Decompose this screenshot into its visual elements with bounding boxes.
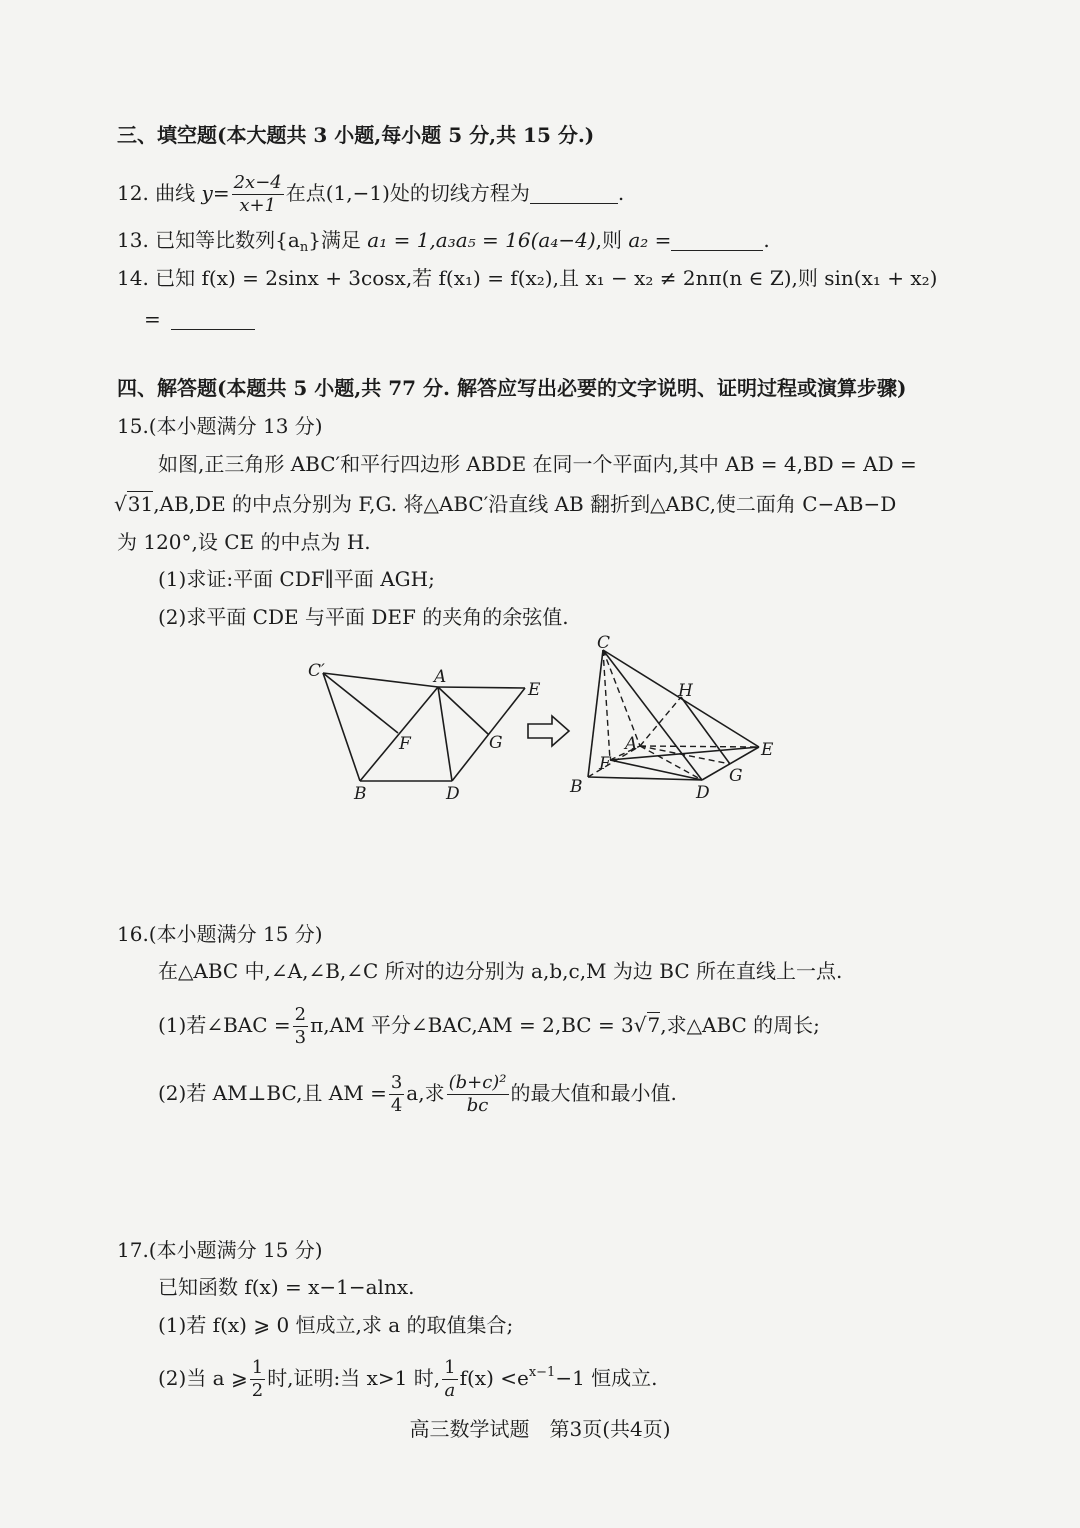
fig1-label-d: D bbox=[446, 784, 460, 804]
q17-p2-den: 2 bbox=[251, 1380, 264, 1401]
q17-p2-frac-num: 1 bbox=[444, 1357, 456, 1378]
q16-header: 16.(本小题满分 15 分) bbox=[117, 922, 323, 946]
q16-p1-num: 2 bbox=[294, 1004, 307, 1025]
q12-end: . bbox=[617, 181, 625, 205]
fig1-label-a: A bbox=[434, 667, 447, 687]
q17-p2-fraction-b bbox=[442, 1357, 457, 1402]
fig2-edge-b-d bbox=[588, 777, 702, 780]
q16-p2-den: 4 bbox=[390, 1095, 403, 1116]
q13-answer-blank[interactable] bbox=[671, 230, 763, 251]
q13-condition: a₁ = 1,a₃a₅ = 16(a₄−4) bbox=[367, 228, 596, 252]
fig1-label-f: F bbox=[399, 734, 411, 754]
q15-line2 bbox=[114, 490, 896, 518]
fig1-label-g: G bbox=[489, 733, 503, 753]
q13-seq-close: } bbox=[308, 228, 321, 252]
q16-p2-frac-num: (b+c)² bbox=[448, 1072, 507, 1093]
q16-p2-b: a,求 bbox=[406, 1081, 445, 1105]
q14-line2 bbox=[144, 305, 255, 333]
q17-p2-num: 1 bbox=[251, 1357, 264, 1378]
q16-line1: 在△ABC 中,∠A,∠B,∠C 所对的边分别为 a,b,c,M 为边 BC 所在直线上一点. bbox=[158, 959, 843, 983]
q12-pre: 曲线 bbox=[155, 181, 196, 205]
q12-fraction bbox=[232, 172, 284, 217]
q16-p2-fraction-b bbox=[447, 1072, 509, 1117]
q13-seq: {a bbox=[275, 228, 300, 252]
fig1-edge-a-g bbox=[438, 687, 488, 734]
q13-end: . bbox=[763, 228, 770, 252]
q12-answer-blank[interactable] bbox=[530, 183, 618, 204]
fig1-edge-c-b bbox=[323, 673, 360, 781]
fig2-dash-c-f bbox=[603, 650, 610, 760]
q17-p2-sup: x−1 bbox=[528, 1365, 556, 1380]
fig2-dash-a-d bbox=[640, 746, 702, 780]
q12-y: y bbox=[201, 181, 213, 205]
fig1-edge-a-d bbox=[438, 687, 452, 781]
q15-part2: (2)求平面 CDE 与平面 DEF 的夹角的余弦值. bbox=[158, 605, 569, 629]
fig2-label-b: B bbox=[570, 777, 583, 797]
fig2-edge-c-d bbox=[603, 650, 702, 780]
q17-line1: 已知函数 f(x) = x−1−alnx. bbox=[158, 1275, 415, 1299]
q15-figure-folded bbox=[566, 630, 786, 805]
q12-frac-num: 2x−4 bbox=[233, 172, 282, 193]
q16-p2-frac-den: bc bbox=[466, 1095, 489, 1116]
q14-eq: = bbox=[144, 307, 161, 331]
q16-p1-c: ,求△ABC 的周长; bbox=[660, 1013, 820, 1037]
q17-p2-c: f(x) <e bbox=[459, 1366, 529, 1390]
fig2-label-d: D bbox=[696, 783, 710, 803]
q15-sqrt-symbol: √ bbox=[114, 492, 127, 516]
q15-line1: 如图,正三角形 ABC′和平行四边形 ABDE 在同一个平面内,其中 AB = 4,BD = AD = bbox=[158, 452, 917, 476]
q14-answer-blank[interactable] bbox=[171, 309, 255, 330]
q12-frac-den: x+1 bbox=[239, 195, 277, 216]
q15-figure-flat bbox=[300, 648, 550, 808]
fig2-label-h: H bbox=[678, 681, 693, 701]
q17-part1: (1)若 f(x) ⩾ 0 恒成立,求 a 的取值集合; bbox=[158, 1313, 514, 1337]
q16-p1-den: 3 bbox=[294, 1027, 307, 1048]
q13-ask: a₂ = bbox=[628, 228, 672, 252]
fig2-label-g: G bbox=[729, 766, 743, 786]
q13-text-c: ,则 bbox=[595, 228, 622, 252]
q17-part2 bbox=[158, 1357, 658, 1402]
q12-post: 在点(1,−1)处的切线方程为 bbox=[285, 181, 530, 205]
q16-p1-b: π,AM 平分∠BAC,AM = 2,BC = 3 bbox=[310, 1013, 634, 1037]
q13-seq-sub: n bbox=[299, 240, 309, 255]
q15-line3: 为 120°,设 CE 的中点为 H. bbox=[117, 530, 371, 554]
q17-p2-d: −1 恒成立. bbox=[555, 1366, 658, 1390]
q14-number: 14. bbox=[117, 266, 149, 290]
q16-part2 bbox=[158, 1072, 677, 1117]
q16-p2-c: 的最大值和最小值. bbox=[510, 1081, 677, 1105]
q13-number: 13. bbox=[117, 228, 149, 252]
q13-text-b: 满足 bbox=[320, 228, 361, 252]
fig2-label-c: C bbox=[597, 633, 611, 653]
fig1-edge-c-a bbox=[323, 673, 438, 687]
question-14 bbox=[117, 264, 937, 292]
q17-p2-b: 时,证明:当 x>1 时, bbox=[267, 1366, 441, 1390]
q16-p2-fraction-a bbox=[389, 1072, 404, 1117]
question-13 bbox=[117, 226, 770, 262]
fig1-label-c: C′ bbox=[308, 661, 325, 681]
fig2-dash-a-g bbox=[640, 746, 730, 764]
q16-p1-fraction bbox=[293, 1004, 308, 1049]
q15-part1: (1)求证:平面 CDF∥平面 AGH; bbox=[158, 567, 435, 591]
fig1-label-b: B bbox=[354, 784, 367, 804]
fig1-edge-a-e bbox=[438, 687, 525, 688]
q14-line1: 已知 f(x) = 2sinx + 3cosx,若 f(x₁) = f(x₂),且 x₁ − x₂ ≠ 2nπ(n ∈ Z),则 sin(x₁ + x₂) bbox=[155, 266, 938, 290]
section3-heading: 三、填空题(本大题共 3 小题,每小题 5 分,共 15 分.) bbox=[117, 123, 595, 147]
q17-p2-fraction-a bbox=[250, 1357, 265, 1402]
q17-p2-a: (2)当 a ⩾ bbox=[158, 1366, 248, 1390]
fig1-label-e: E bbox=[528, 680, 541, 700]
fig2-label-e: E bbox=[761, 740, 774, 760]
fig2-label-a: A bbox=[625, 734, 638, 754]
q15-line2-rest: ,AB,DE 的中点分别为 F,G. 将△ABC′沿直线 AB 翻折到△ABC,使二面角 C−AB−D bbox=[153, 492, 897, 516]
q16-p1-a: (1)若∠BAC = bbox=[158, 1013, 291, 1037]
q17-header: 17.(本小题满分 15 分) bbox=[117, 1238, 323, 1262]
q17-p2-frac-den: a bbox=[444, 1380, 456, 1401]
fig1-edge-c-f bbox=[323, 673, 398, 733]
q12-number: 12. bbox=[117, 181, 149, 205]
fig2-dash-a-e bbox=[640, 746, 759, 747]
q13-text-a: 已知等比数列 bbox=[155, 228, 276, 252]
page-footer: 高三数学试题 第3页(共4页) bbox=[409, 1417, 671, 1441]
q16-p2-a: (2)若 AM⊥BC,且 AM = bbox=[158, 1081, 387, 1105]
fig2-dash-a-h bbox=[640, 697, 681, 746]
q16-p2-num: 3 bbox=[390, 1072, 403, 1093]
fig2-label-f: F bbox=[599, 754, 611, 774]
q16-part1 bbox=[158, 1004, 820, 1049]
q12-eq: = bbox=[212, 181, 230, 205]
section4-heading: 四、解答题(本题共 5 小题,共 77 分. 解答应写出必要的文字说明、证明过程或演算步骤) bbox=[117, 376, 907, 400]
question-12 bbox=[117, 172, 624, 217]
q15-header: 15.(本小题满分 13 分) bbox=[117, 414, 323, 438]
q16-p1-sqrt-value: 7 bbox=[647, 1013, 661, 1037]
q16-p1-sqrt-symbol: √ bbox=[633, 1013, 647, 1037]
q15-sqrt-value: 31 bbox=[127, 492, 154, 516]
